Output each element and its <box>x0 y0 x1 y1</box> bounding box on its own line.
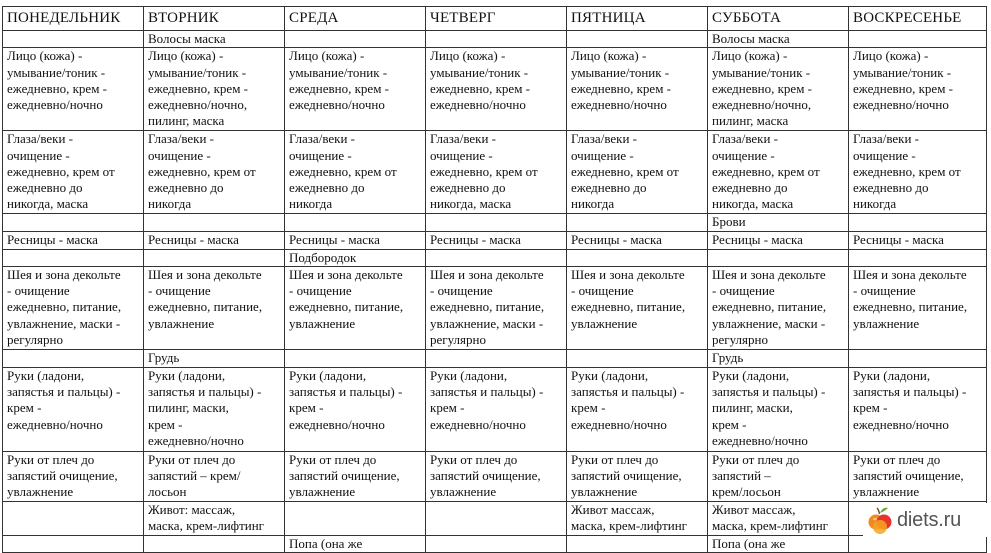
table-cell: Шея и зона декольте - очищение ежедневно, питание, увлажнение <box>567 266 708 349</box>
table-cell: Глаза/веки - очищение - ежедневно, крем от ежедневно до никогда <box>144 131 285 214</box>
table-cell: Руки от плеч до запястий очищение, увлажнение <box>3 451 144 501</box>
table-row <box>3 501 987 535</box>
table-cell <box>3 349 144 367</box>
table-cell <box>426 31 567 48</box>
table-row <box>3 266 987 349</box>
weekly-care-schedule <box>2 6 987 553</box>
table-cell <box>3 501 144 535</box>
table-row <box>3 48 987 131</box>
table-cell <box>426 501 567 535</box>
table-row <box>3 249 987 266</box>
table-cell: Ресницы - маска <box>285 231 426 249</box>
column-header-monday: ПОНЕДЕЛЬНИК <box>3 7 144 31</box>
table-cell: Руки от плеч до запястий очищение, увлажнение <box>426 451 567 501</box>
table-cell: Живот: массаж, маска, крем-лифтинг <box>144 501 285 535</box>
table-cell <box>426 535 567 552</box>
table-cell: Руки (ладони, запястья и пальцы) - пилинг, маски, крем - ежедневно/ночно <box>708 367 849 451</box>
apple-icon <box>867 505 893 535</box>
table-cell <box>849 249 987 266</box>
table-cell: Брови <box>708 214 849 231</box>
table-cell <box>708 249 849 266</box>
table-cell <box>426 214 567 231</box>
table-cell: Руки от плеч до запястий очищение, увлажнение <box>567 451 708 501</box>
table-cell: Живот массаж, маска, крем-лифтинг <box>567 501 708 535</box>
column-header-saturday: СУББОТА <box>708 7 849 31</box>
table-cell <box>285 501 426 535</box>
table-cell: Руки (ладони, запястья и пальцы) - крем - ежедневно/ночно <box>426 367 567 451</box>
table-cell: Попа (она же <box>285 535 426 552</box>
table-cell: Лицо (кожа) - умывание/тоник - ежедневно, крем - ежедневно/ночно <box>3 48 144 131</box>
table-cell: Волосы маска <box>708 31 849 48</box>
site-watermark <box>863 503 989 537</box>
table-cell: Шея и зона декольте - очищение ежедневно, питание, увлажнение <box>849 266 987 349</box>
table-row <box>3 535 987 552</box>
table-cell <box>3 249 144 266</box>
table-row <box>3 451 987 501</box>
table-cell: Шея и зона декольте - очищение ежедневно, питание, увлажнение, маски - регулярно <box>708 266 849 349</box>
table-row <box>3 131 987 214</box>
table-cell <box>285 31 426 48</box>
table-cell <box>3 31 144 48</box>
table-cell: Ресницы - маска <box>708 231 849 249</box>
table-cell: Ресницы - маска <box>849 231 987 249</box>
table-cell <box>285 214 426 231</box>
table-cell: Шея и зона декольте - очищение ежедневно, питание, увлажнение, маски - регулярно <box>3 266 144 349</box>
table-cell: Попа (она же <box>708 535 849 552</box>
table-row <box>3 214 987 231</box>
table-cell: Руки от плеч до запястий очищение, увлажнение <box>285 451 426 501</box>
table-cell <box>849 31 987 48</box>
table-cell: Глаза/веки - очищение - ежедневно, крем от ежедневно до никогда <box>567 131 708 214</box>
table-cell: Лицо (кожа) - умывание/тоник - ежедневно, крем - ежедневно/ночно <box>426 48 567 131</box>
table-cell <box>426 349 567 367</box>
table-cell <box>849 214 987 231</box>
table-row <box>3 31 987 48</box>
table-row <box>3 231 987 249</box>
table-cell: Руки от плеч до запястий очищение, увлажнение <box>849 451 987 501</box>
table-cell <box>567 349 708 367</box>
table-cell: Шея и зона декольте - очищение ежедневно, питание, увлажнение, маски - регулярно <box>426 266 567 349</box>
table-cell: Живот массаж, маска, крем-лифтинг <box>708 501 849 535</box>
table-cell <box>144 535 285 552</box>
table-cell: Лицо (кожа) - умывание/тоник - ежедневно, крем - ежедневно/ночно <box>285 48 426 131</box>
table-cell <box>3 535 144 552</box>
table-cell: Шея и зона декольте - очищение ежедневно, питание, увлажнение <box>144 266 285 349</box>
table-row <box>3 367 987 451</box>
table-cell: Лицо (кожа) - умывание/тоник - ежедневно, крем - ежедневно/ночно <box>567 48 708 131</box>
column-header-friday: ПЯТНИЦА <box>567 7 708 31</box>
table-cell: Шея и зона декольте - очищение ежедневно, питание, увлажнение <box>285 266 426 349</box>
table-cell: Лицо (кожа) - умывание/тоник - ежедневно, крем - ежедневно/ночно, пилинг, маска <box>708 48 849 131</box>
header-row <box>3 7 987 31</box>
table-cell: Руки (ладони, запястья и пальцы) - пилинг, маски, крем - ежедневно/ночно <box>144 367 285 451</box>
table-cell: Грудь <box>144 349 285 367</box>
table-cell <box>849 349 987 367</box>
table-cell: Ресницы - маска <box>144 231 285 249</box>
watermark-text: diets.ru <box>897 508 961 531</box>
table-cell: Подбородок <box>285 249 426 266</box>
table-cell: Руки (ладони, запястья и пальцы) - крем - ежедневно/ночно <box>849 367 987 451</box>
table-cell: Глаза/веки - очищение - ежедневно, крем от ежедневно до никогда <box>285 131 426 214</box>
column-header-thursday: ЧЕТВЕРГ <box>426 7 567 31</box>
table-cell <box>144 214 285 231</box>
table-cell <box>567 249 708 266</box>
table-cell: Глаза/веки - очищение - ежедневно, крем от ежедневно до никогда, маска <box>426 131 567 214</box>
table-cell: Ресницы - маска <box>567 231 708 249</box>
table-cell <box>567 214 708 231</box>
table-cell <box>567 31 708 48</box>
table-cell: Руки от плеч до запястий – крем/ лосьон <box>144 451 285 501</box>
column-header-wednesday: СРЕДА <box>285 7 426 31</box>
column-header-tuesday: ВТОРНИК <box>144 7 285 31</box>
column-header-sunday: ВОСКРЕСЕНЬЕ <box>849 7 987 31</box>
table-cell: Ресницы - маска <box>3 231 144 249</box>
table-cell <box>3 214 144 231</box>
table-cell <box>567 535 708 552</box>
table-row <box>3 349 987 367</box>
table-cell <box>144 249 285 266</box>
table-cell: Лицо (кожа) - умывание/тоник - ежедневно, крем - ежедневно/ночно <box>849 48 987 131</box>
table-cell: Глаза/веки - очищение - ежедневно, крем от ежедневно до никогда, маска <box>3 131 144 214</box>
table-cell <box>849 535 987 552</box>
table-cell: Глаза/веки - очищение - ежедневно, крем от ежедневно до никогда <box>849 131 987 214</box>
table-cell: Волосы маска <box>144 31 285 48</box>
table-cell <box>426 249 567 266</box>
table-cell: Руки (ладони, запястья и пальцы) - крем - ежедневно/ночно <box>285 367 426 451</box>
table-cell: Глаза/веки - очищение - ежедневно, крем от ежедневно до никогда, маска <box>708 131 849 214</box>
table-cell: Руки от плеч до запястий – крем/лосьон <box>708 451 849 501</box>
table-cell: Руки (ладони, запястья и пальцы) - крем - ежедневно/ночно <box>567 367 708 451</box>
table-cell: Руки (ладони, запястья и пальцы) - крем - ежедневно/ночно <box>3 367 144 451</box>
table-cell: Грудь <box>708 349 849 367</box>
table-cell: Ресницы - маска <box>426 231 567 249</box>
table-cell: Лицо (кожа) - умывание/тоник - ежедневно, крем - ежедневно/ночно, пилинг, маска <box>144 48 285 131</box>
table-cell <box>285 349 426 367</box>
